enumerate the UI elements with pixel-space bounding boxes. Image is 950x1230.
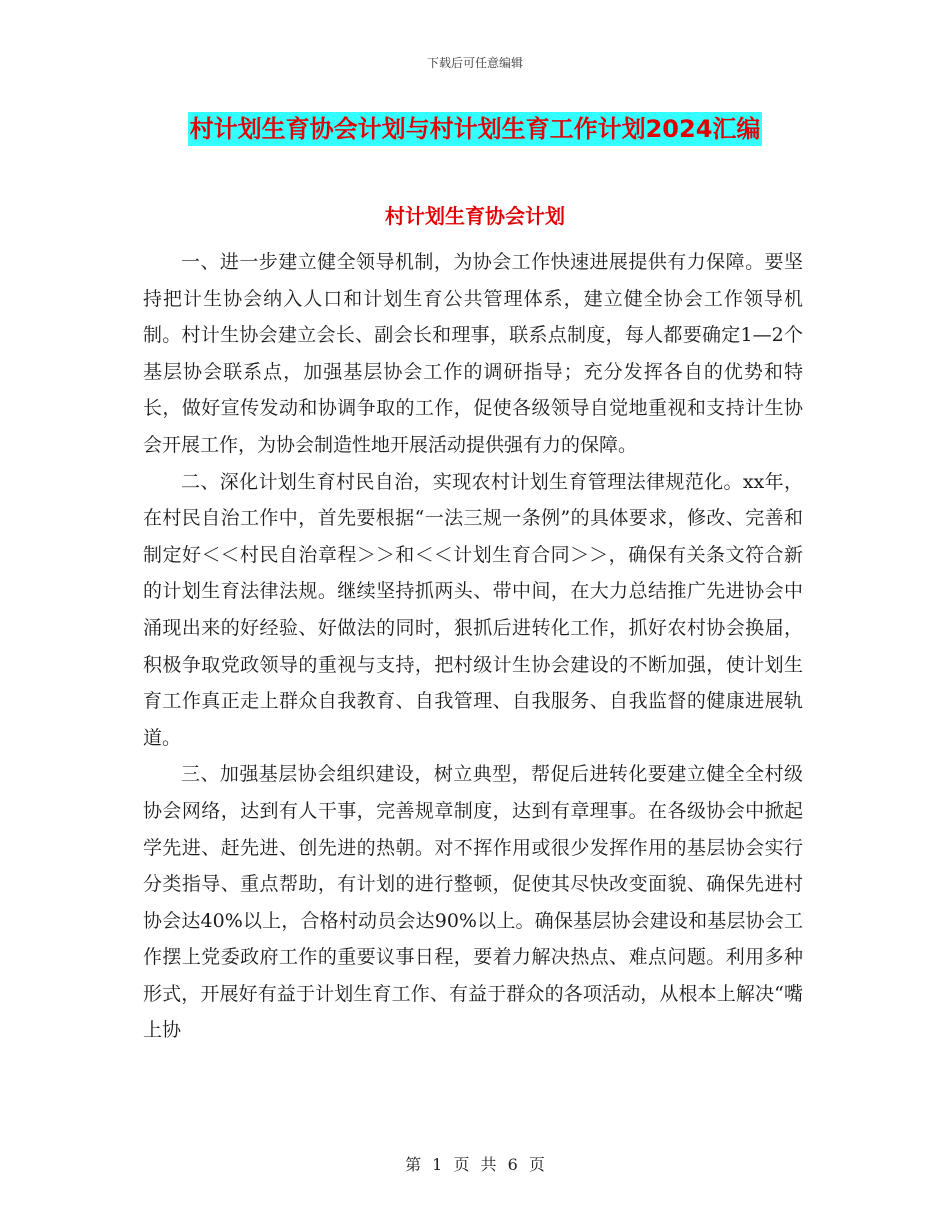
paragraph-2: 二、深化计划生育村民自治，实现农村计划生育管理法律规范化。xx年，在村民自治工作中，首先要根据“一法三规一条例”的具体要求，修改、完善和制定好＜＜村民自治章程＞＞和＜＜计划生育合同＞＞，确保有关条文符合新的计划生育法律法规。继续坚持抓两头、带中间，在大力总结推广先进协会中涌现出来的好经验、好做法的同时，狠抓后进转化工作，抓好农村协会换届，积极争取党政领导的重视与支持，把村级计生协会建设的不断加强，使计划生育工作真正走上群众自我教育、自我管理、自我服务、自我监督的健康进展轨道。 (143, 470, 803, 749)
header-note: 下载后可任意编辑 (426, 56, 523, 70)
paragraph-1: 一、进一步建立健全领导机制，为协会工作快速进展提供有力保障。要坚持把计生协会纳入人口和计划生育公共管理体系，建立健全协会工作领导机制。村计生协会建立会长、副会长和理事，联系点制度，每人都要确定1—2个基层协会联系点，加强基层协会工作的调研指导；充分发挥各自的优势和特长，做好宣传发动和协调争取的工作，促使各级领导自觉地重视和支持计生协会开展工作，为协会制造性地开展活动提供强有力的保障。 (143, 251, 803, 456)
document-title-container (0, 112, 950, 146)
document-body (143, 244, 803, 1049)
section-title: 村计划生育协会计划 (385, 204, 565, 228)
page-footer: 第 1 页 共 6 页 (405, 1155, 545, 1174)
document-title: 村计划生育协会计划与村计划生育工作计划2024汇编 (188, 112, 763, 146)
paragraph-3: 三、加强基层协会组织建设，树立典型，帮促后进转化要建立健全全村级协会网络，达到有人干事，完善规章制度，达到有章理事。在各级协会中掀起学先进、赶先进、创先进的热朝。对不挥作用或很少发挥作用的基层协会实行分类指导、重点帮助，有计划的进行整顿，促使其尽快改变面貌、确保先进村协会达40%以上，合格村动员会达90%以上。确保基层协会建设和基层协会工作摆上党委政府工作的重要议事日程，要着力解决热点、难点问题。利用多种形式，开展好有益于计划生育工作、有益于群众的各项活动，从根本上解决“嘴上协 (143, 763, 803, 1042)
